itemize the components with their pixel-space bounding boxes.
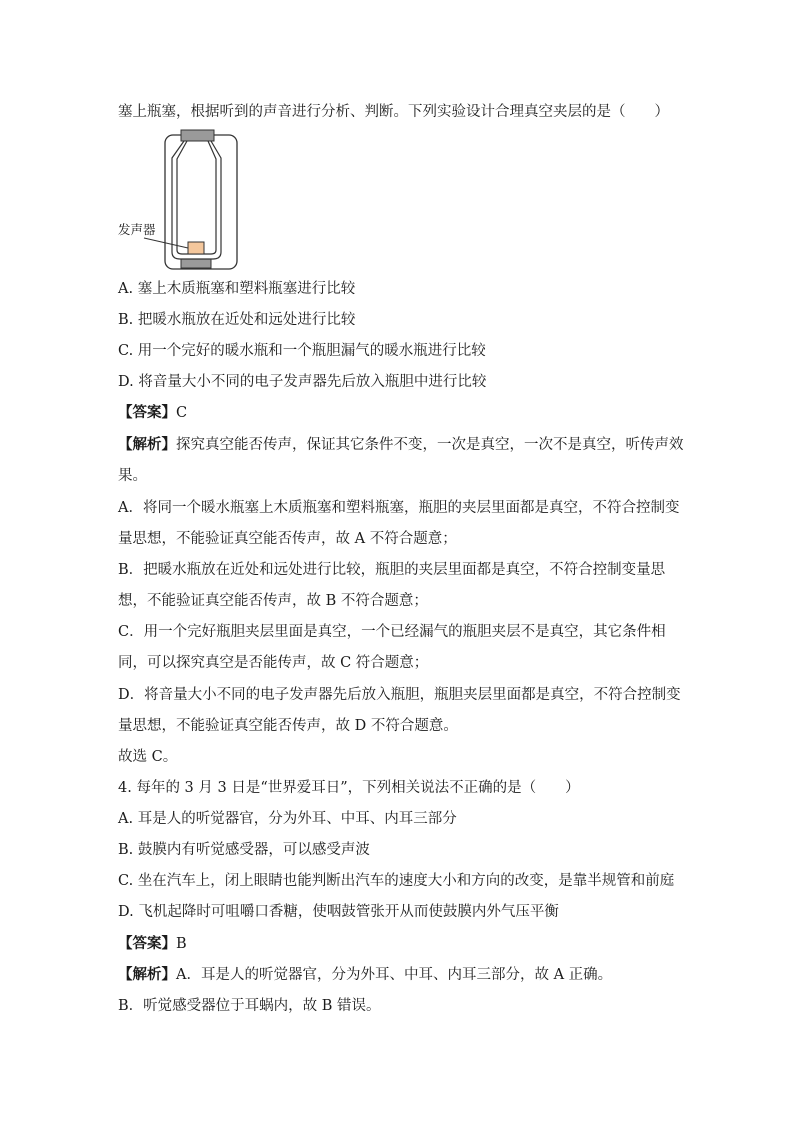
q3-analysis-line-10: 量思想，不能验证真空能否传声，故 D 不符合题意。: [118, 718, 458, 734]
q4-option-a: A. 耳是人的听觉器官，分为外耳、中耳、内耳三部分: [118, 811, 457, 827]
q3-option-c: C. 用一个完好的暖水瓶和一个瓶胆漏气的暖水瓶进行比较: [118, 343, 486, 359]
q3-analysis-line-4: 量思想，不能验证真空能否传声，故 A 不符合题意；: [118, 531, 457, 547]
q4-option-c: C. 坐在汽车上，闭上眼睛也能判断出汽车的速度大小和方向的改变，是靠半规管和前庭: [118, 873, 675, 889]
q4-analysis-tag: 【解析】: [118, 966, 176, 983]
q3-analysis-line-5: B．把暖水瓶放在近处和远处进行比较，瓶胆的夹层里面都是真空，不符合控制变量思: [118, 562, 666, 578]
q3-analysis-line-3: A．将同一个暖水瓶塞上木质瓶塞和塑料瓶塞，瓶胆的夹层里面都是真空，不符合控制变: [118, 500, 680, 516]
q4-analysis-text-1: A．耳是人的听觉器官，分为外耳、中耳、内耳三部分，故 A 正确。: [176, 967, 613, 983]
sound-emitter-label: 发声器: [118, 222, 156, 237]
q3-option-d: D. 将音量大小不同的电子发声器先后放入瓶胆中进行比较: [118, 374, 487, 390]
q3-conclusion: 故选 C。: [118, 749, 178, 765]
q4-analysis-line-1: [118, 965, 678, 985]
q3-option-a: A. 塞上木质瓶塞和塑料瓶塞进行比较: [118, 281, 356, 297]
top-stopper: [181, 130, 214, 141]
thermos-diagram: [118, 128, 248, 274]
q4-analysis-line-2: B．听觉感受器位于耳蜗内，故 B 错误。: [118, 998, 381, 1014]
liner-inner-wall: [177, 141, 216, 254]
q3-analysis-line-9: D．将音量大小不同的电子发声器先后放入瓶胆，瓶胆夹层里面都是真空，不符合控制变: [118, 687, 681, 703]
bottom-stopper: [181, 259, 211, 268]
thermos-figure: [118, 128, 248, 274]
q3-analysis-line-8: 同，可以探究真空是否能传声，故 C 符合题意；: [118, 655, 429, 671]
q3-analysis-line-6: 想，不能验证真空能否传声，故 B 不符合题意；: [118, 593, 428, 609]
q3-option-b: B. 把暖水瓶放在近处和远处进行比较: [118, 312, 356, 328]
q4-answer-tag: 【答案】: [118, 935, 176, 952]
q4-stem: 4. 每年的 3 月 3 日是“世界爱耳日”，下列相关说法不正确的是（ ）: [118, 780, 580, 796]
liner-outer-wall: [172, 141, 221, 259]
q3-answer-value: C: [176, 405, 188, 421]
q4-answer-value: B: [176, 936, 187, 952]
q3-analysis-line-1: [118, 435, 684, 455]
q3-stem: 塞上瓶塞，根据听到的声音进行分析、判断。下列实验设计合理真空夹层的是（ ）: [118, 104, 669, 120]
q3-analysis-text-1: 探究真空能否传声，保证其它条件不变，一次是真空，一次不是真空，听传声效: [176, 437, 684, 453]
q3-answer-line: [118, 403, 678, 423]
q4-answer-line: [118, 934, 678, 954]
q3-analysis-tag: 【解析】: [118, 436, 176, 453]
q3-answer-tag: 【答案】: [118, 404, 176, 421]
label-pointer-line: [144, 238, 188, 248]
q3-analysis-line-2: 果。: [118, 468, 147, 484]
q4-option-d: D. 飞机起降时可咀嚼口香糖，使咽鼓管张开从而使鼓膜内外气压平衡: [118, 904, 559, 920]
q3-analysis-line-7: C．用一个完好瓶胆夹层里面是真空，一个已经漏气的瓶胆夹层不是真空，其它条件相: [118, 624, 666, 640]
sound-emitter: [188, 242, 204, 254]
q4-option-b: B. 鼓膜内有听觉感受器，可以感受声波: [118, 842, 370, 858]
